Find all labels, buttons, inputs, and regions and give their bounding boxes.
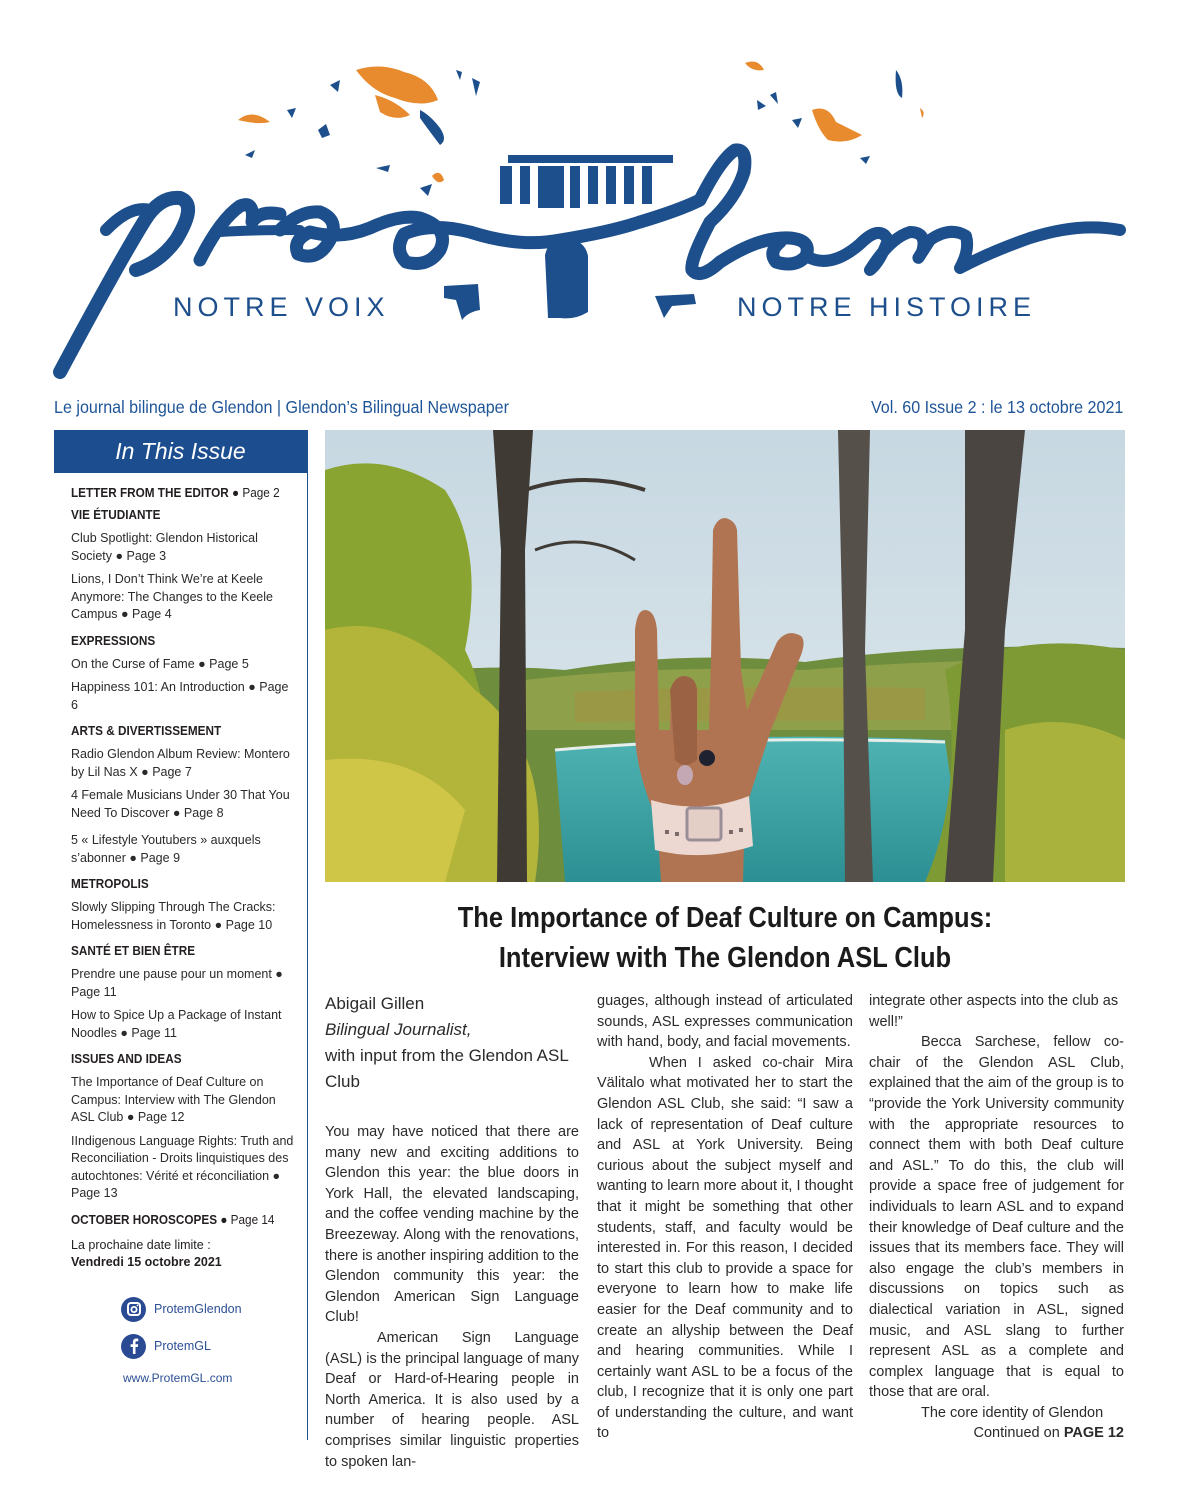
toc-item[interactable]: The Importance of Deaf Culture on Campus: Interview with The Glendon ASL Club ● Page 12 bbox=[71, 1075, 276, 1124]
headline-line-1: The Importance of Deaf Culture on Campus: bbox=[457, 902, 993, 934]
paragraph: You may have noticed that there are many new and exciting additions to Glendon this year: the blue doors in York Hall, the elevated landscaping, and the coffee vending machine by the Breezeway. Along with the renovations, there is another inspiring addition to the Glendon community this year: the Glendon American Sign Language Club! bbox=[325, 1124, 579, 1326]
toc-item[interactable]: How to Spice Up a Package of Instant Noodles ● Page 11 bbox=[71, 1008, 282, 1040]
article-column-1 bbox=[325, 991, 579, 1472]
headline-line-2: Interview with The Glendon ASL Club bbox=[498, 942, 952, 974]
tagline-left: NOTRE VOIX bbox=[173, 292, 390, 322]
continued-on-link[interactable] bbox=[869, 1423, 1124, 1444]
toc-item[interactable]: Slowly Slipping Through The Cracks: Homelessness in Toronto ● Page 10 bbox=[71, 900, 276, 932]
toc-section-issues-ideas: ISSUES AND IDEAS bbox=[71, 1052, 182, 1066]
publication-subtitle: Le journal bilingue de Glendon | Glendon’s Bilingual Newspaper bbox=[54, 397, 509, 417]
toc-item[interactable]: Lions, I Don’t Think We’re at Keele Anymore: The Changes to the Keele Campus ● Page 4 bbox=[71, 572, 273, 621]
toc-section-expressions: EXPRESSIONS bbox=[71, 633, 156, 648]
sidebar-title: In This Issue bbox=[54, 430, 307, 473]
instagram-link[interactable] bbox=[121, 1297, 294, 1322]
article-column-2 bbox=[597, 991, 853, 1444]
toc-item[interactable]: 5 « Lifestyle Youtubers » auxquels s’abonner ● Page 9 bbox=[71, 833, 261, 865]
asl-hand-photo bbox=[325, 430, 1125, 882]
toc-section-letter-from-editor[interactable] bbox=[71, 486, 281, 500]
toc-item[interactable]: Club Spotlight: Glendon Historical Society ● Page 3 bbox=[71, 531, 258, 563]
toc-item[interactable]: Happiness 101: An Introduction ● Page 6 bbox=[71, 680, 289, 712]
facebook-link[interactable] bbox=[121, 1334, 294, 1359]
issue-date: Vol. 60 Issue 2 : le 13 octobre 2021 bbox=[870, 397, 1123, 417]
facebook-handle: ProtemGL bbox=[154, 1339, 211, 1353]
paragraph: integrate other aspects into the club as well!” bbox=[869, 993, 1119, 1030]
paragraph: American Sign Language (ASL) is the principal language of many Deaf or Hard-of-Hearing people in North America. It is also used by a number of hearing people. ASL comprises similar linguistic properties to spoken lan- bbox=[325, 1329, 579, 1470]
toc-item[interactable]: 4 Female Musicians Under 30 That You Need To Discover ● Page 8 bbox=[71, 788, 290, 820]
author-name: Abigail Gillen bbox=[325, 994, 425, 1013]
facebook-icon bbox=[121, 1334, 146, 1359]
tagline-right: NOTRE HISTOIRE bbox=[737, 292, 1037, 322]
toc-heading: LETTER FROM THE EDITOR bbox=[71, 486, 229, 500]
toc-heading: OCTOBER HOROSCOPES bbox=[71, 1212, 218, 1227]
toc-item[interactable]: Radio Glendon Album Review: Montero by Lil Nas X ● Page 7 bbox=[71, 747, 290, 779]
leaves-orange-icon bbox=[238, 62, 924, 183]
protem-logo bbox=[0, 0, 1177, 390]
toc-section-metropolis: METROPOLIS bbox=[71, 877, 149, 891]
continued-page: PAGE 12 bbox=[1063, 1425, 1124, 1442]
paragraph: Becca Sarchese, fellow co-chair of the Glendon ASL Club, explained that the aim of the group is to “provide the York University community with the appropriate resources to connect them with both Deaf culture and ASL.” To do this, the club will provide a space free of judgement for individuals to learn ASL and to expand their knowledge of Deaf culture and the issues that its members face. They will also engage the club’s members in discussions on topics such as dialectical variation in ASL, signed music, and ASL slang to further represent ASL as a complete and complex language that is equal to those that are oral. bbox=[869, 1034, 1124, 1401]
continued-label: Continued on bbox=[973, 1425, 1060, 1442]
toc-section-vie-etudiante: VIE ÉTUDIANTE bbox=[71, 508, 161, 522]
table-of-contents bbox=[54, 473, 294, 1385]
website-link[interactable]: www.ProtemGL.com bbox=[123, 1370, 233, 1385]
toc-page: ● Page 14 bbox=[220, 1212, 275, 1227]
toc-section-sante: SANTÉ ET BIEN ÊTRE bbox=[71, 944, 196, 958]
toc-item[interactable]: Prendre une pause pour un moment ● Page 11 bbox=[71, 967, 283, 999]
byline bbox=[325, 991, 579, 1095]
author-note: with input from the Glendon ASL Club bbox=[325, 1046, 569, 1091]
feature-photo bbox=[325, 430, 1125, 882]
deadline-label: La prochaine date limite : bbox=[71, 1237, 211, 1252]
article-headline bbox=[373, 898, 1077, 978]
instagram-handle: ProtemGlendon bbox=[154, 1302, 242, 1316]
article-column-3 bbox=[869, 991, 1124, 1444]
paragraph: The core identity of Glendon bbox=[921, 1404, 1104, 1421]
next-deadline bbox=[71, 1237, 294, 1271]
toc-section-arts: ARTS & DIVERTISSEMENT bbox=[71, 724, 222, 738]
in-this-issue-sidebar bbox=[54, 430, 308, 1440]
masthead bbox=[0, 0, 1177, 390]
toc-item[interactable]: On the Curse of Fame ● Page 5 bbox=[71, 656, 249, 671]
toc-item[interactable]: IIndigenous Language Rights: Truth and Reconciliation - Droits linquistiques des autochtones: Vérité et réconciliation ● Page 13 bbox=[71, 1133, 294, 1200]
instagram-icon bbox=[121, 1297, 146, 1322]
social-links bbox=[71, 1297, 294, 1359]
deadline-date: Vendredi 15 octobre 2021 bbox=[71, 1254, 222, 1269]
toc-page: ● Page 2 bbox=[232, 486, 280, 500]
toc-section-horoscopes[interactable] bbox=[71, 1213, 281, 1227]
author-role: Bilingual Journalist, bbox=[325, 1020, 472, 1039]
paragraph: When I asked co-chair Mira Välitalo what motivated her to start the Glendon ASL Club, she said: “I saw a lack of representation of Deaf culture and ASL at York University. Being curious about the subject myself and wanting to learn more about it, I thought that it might be something that other students, staff, and faculty would be interested in. For this reason, I decided to start this club to provide a space for everyone to learn how to make life easier for the Deaf community and to create an allyship between the Deaf and hearing communities. While I certainly want ASL to be a focus of the club, I recognize that it is only one part of understanding the culture, and want to bbox=[597, 1054, 853, 1442]
paragraph: guages, although instead of articulated sounds, ASL expresses communication with hand, body, and facial movements. bbox=[597, 993, 853, 1051]
